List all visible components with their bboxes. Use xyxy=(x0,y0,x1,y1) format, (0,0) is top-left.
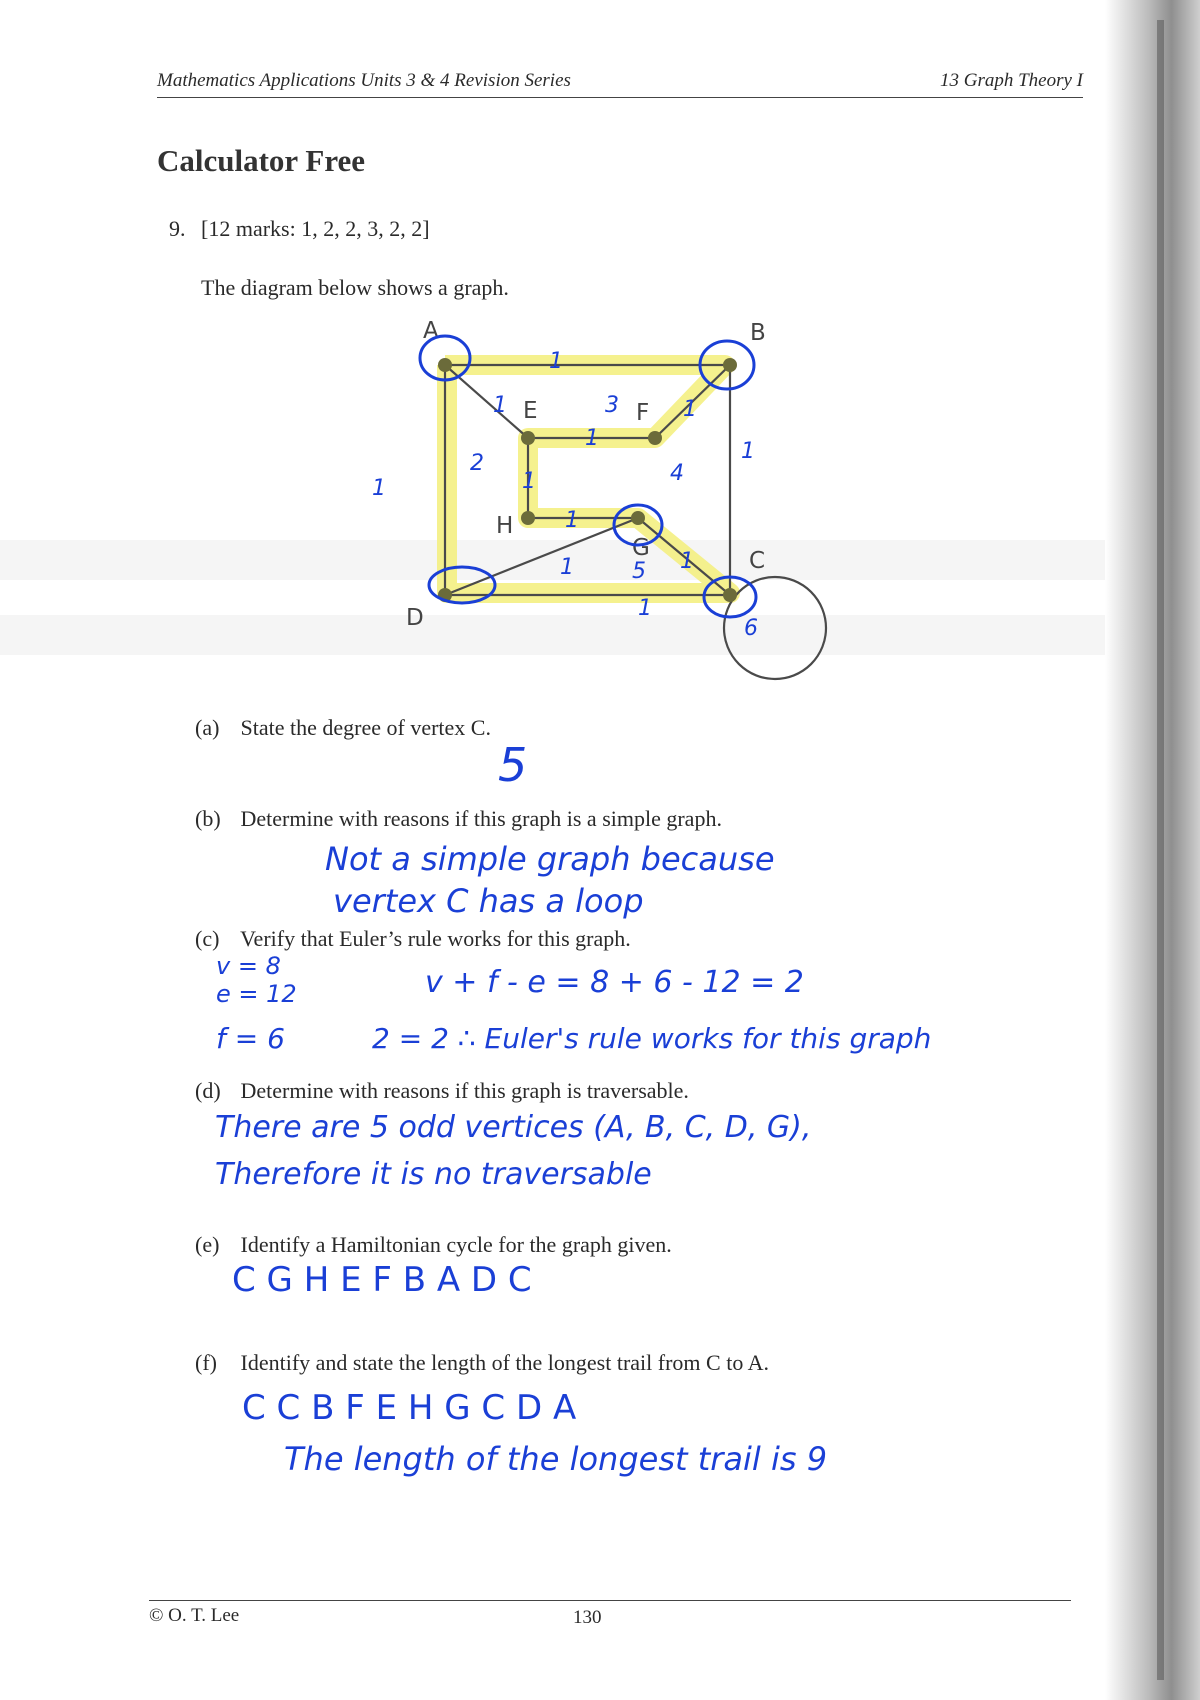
vertex-a xyxy=(438,358,452,372)
vertex-label-g: G xyxy=(632,535,650,561)
part-a-text: State the degree of vertex C. xyxy=(240,715,491,740)
part-c-e: e = 12 xyxy=(216,980,297,1008)
part-a-question xyxy=(195,715,491,741)
annotation-bc: 1 xyxy=(741,439,755,464)
question-number: 9. xyxy=(169,216,186,241)
annotation-bf: 1 xyxy=(683,397,697,422)
annotation-eh: 2 xyxy=(470,451,484,476)
part-b-answer-line-2: vertex C has a loop xyxy=(333,882,644,920)
copyright: © O. T. Lee xyxy=(149,1605,240,1626)
vertex-label-b: B xyxy=(750,320,766,346)
annotation-region-4: 4 xyxy=(670,461,684,486)
part-e-text: Identify a Hamiltonian cycle for the graph given. xyxy=(240,1232,672,1257)
vertex-e xyxy=(521,431,535,445)
vertex-label-c: C xyxy=(749,548,766,574)
part-b-text: Determine with reasons if this graph is a simple graph. xyxy=(240,806,722,831)
vertex-h xyxy=(521,511,535,525)
part-f-text: Identify and state the length of the longest trail from C to A. xyxy=(240,1350,769,1375)
part-e-question xyxy=(195,1232,672,1258)
part-e-answer: C G H E F B A D C xyxy=(232,1260,532,1300)
part-d-answer-line-2: Therefore it is no traversable xyxy=(215,1157,652,1192)
vertex-b xyxy=(723,358,737,372)
part-d-label: (d) xyxy=(195,1078,221,1103)
part-c-v: v = 8 xyxy=(216,952,281,980)
annotation-ef: 3 xyxy=(605,393,619,418)
annotation-dc: 1 xyxy=(638,596,652,621)
part-c-label: (c) xyxy=(195,926,220,951)
part-c-text: Verify that Euler’s rule works for this graph. xyxy=(240,926,631,951)
part-d-question xyxy=(195,1078,689,1104)
vertex-label-e: E xyxy=(523,398,538,424)
part-d-answer-line-1: There are 5 odd vertices (A, B, C, D, G), xyxy=(215,1110,812,1145)
vertex-label-h: H xyxy=(496,513,514,539)
part-a-label: (a) xyxy=(195,715,220,740)
annotation-loop: 6 xyxy=(744,616,758,641)
question-intro: The diagram below shows a graph. xyxy=(201,275,509,300)
part-f-label: (f) xyxy=(195,1350,217,1375)
annotation-dg: 1 xyxy=(560,555,574,580)
part-c-question xyxy=(195,926,631,952)
page-number: 130 xyxy=(573,1607,602,1628)
vertex-f xyxy=(648,431,662,445)
footer-rule xyxy=(149,1600,1071,1601)
edge-loop-c xyxy=(724,577,826,679)
series-title: Mathematics Applications Units 3 & 4 Revision Series xyxy=(157,70,571,91)
annotation-hg: 1 xyxy=(565,508,579,533)
part-c-formula: v + f - e = 8 + 6 - 12 = 2 xyxy=(425,965,804,1000)
graph-diagram xyxy=(0,0,1200,700)
annotation-eh-tick: 1 xyxy=(522,469,536,494)
part-b-answer-line-1: Not a simple graph because xyxy=(325,840,775,878)
annotation-g-five: 5 xyxy=(632,559,646,584)
section-heading: Calculator Free xyxy=(157,143,366,178)
part-c-conclusion: 2 = 2 ∴ Euler's rule works for this graph xyxy=(372,1022,932,1055)
vertex-g xyxy=(631,511,645,525)
part-c-f: f = 6 xyxy=(216,1022,285,1055)
annotation-ae: 1 xyxy=(493,393,507,418)
part-f-answer-line-1: C C B F E H G C D A xyxy=(242,1388,577,1428)
part-a-answer: 5 xyxy=(498,738,528,792)
part-d-text: Determine with reasons if this graph is traversable. xyxy=(240,1078,689,1103)
part-b-question xyxy=(195,806,722,832)
part-e-label: (e) xyxy=(195,1232,220,1257)
question-marks: [12 marks: 1, 2, 2, 3, 2, 2] xyxy=(201,216,430,241)
chapter-title: 13 Graph Theory I xyxy=(939,70,1083,91)
vertex-label-d: D xyxy=(406,605,424,631)
annotation-gc: 1 xyxy=(680,549,694,574)
vertex-label-a: A xyxy=(423,318,439,344)
part-f-question xyxy=(195,1350,769,1376)
vertex-c xyxy=(723,588,737,602)
annotation-left: 1 xyxy=(372,476,386,501)
vertex-label-f: F xyxy=(636,400,650,426)
annotation-ef-tick: 1 xyxy=(585,426,599,451)
part-b-label: (b) xyxy=(195,806,221,831)
part-f-answer-line-2: The length of the longest trail is 9 xyxy=(284,1440,828,1478)
annotation-ab: 1 xyxy=(549,349,563,374)
